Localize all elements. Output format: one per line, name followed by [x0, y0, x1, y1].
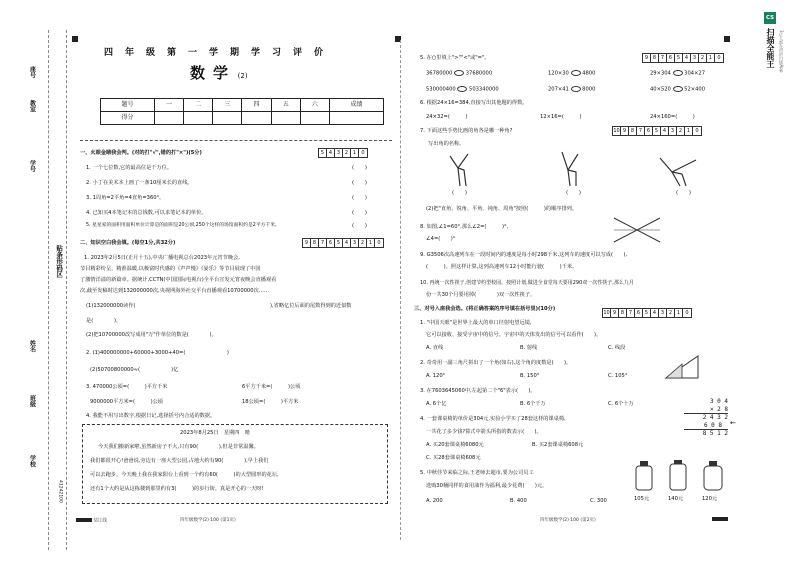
margin-label-room: 教室	[28, 100, 36, 112]
score-digit: 1	[685, 127, 693, 135]
judge-item: 5. 星星家的面积用面积单位计算是的面积是20公顷,250个这样的场馆面积约是2平方千米。	[86, 223, 280, 228]
divider	[80, 140, 392, 141]
score-digit: 5	[675, 54, 683, 62]
margin-label-id: 学号	[28, 160, 36, 172]
score-box	[302, 238, 384, 248]
score-digit: 5	[319, 149, 327, 157]
score-digit: 3	[659, 309, 667, 317]
calc-line: 2 4 3 2	[702, 414, 728, 421]
binding-line-2	[66, 30, 67, 550]
question-text: 6. 根据24×16=384,直接写出其他题的得数。	[420, 100, 528, 106]
question-text: 6平方千米=( )公顷	[242, 384, 301, 390]
score-cell: 得分	[101, 112, 155, 125]
question-text: 3. 在7603645060中,左起第二个"6"表示( )。	[420, 388, 536, 394]
score-box	[602, 308, 692, 318]
score-digit: 6	[645, 127, 653, 135]
subject-heading	[190, 64, 248, 83]
score-digit: 2	[699, 54, 707, 62]
question-text: ( )。照这样计算,这列高速列车12小时能行驶( )千米。	[426, 264, 578, 270]
score-digit: 7	[659, 54, 667, 62]
score-digit: 0	[695, 128, 699, 134]
score-cell: 四	[242, 99, 271, 112]
question-text: 9000000平方米=( )公顷	[90, 399, 163, 405]
score-digit: 6	[667, 54, 675, 62]
score-digit: 8	[651, 54, 659, 62]
option[interactable]: A. 直线	[426, 345, 444, 351]
question-text: (2)把"直角、锐角、平角、钝角、周角"按照( )的顺序排列。	[426, 206, 578, 212]
score-cell[interactable]	[271, 112, 300, 125]
score-cell: 成绩	[329, 99, 383, 112]
question-text: 12×16=( )	[540, 114, 582, 120]
judge-item: 2. 小丁在美术本上画了一条10厘米长的直线。	[86, 180, 193, 186]
option[interactable]: C. 300	[590, 498, 607, 504]
angle-diagram-icon	[612, 216, 662, 244]
question-text: 7. 下面这些手势比画的角各是哪一种角?	[420, 128, 513, 134]
answer-paren[interactable]: ( )	[352, 180, 367, 186]
answer-paren[interactable]: ( )	[566, 190, 581, 196]
question-text: 2. (1)400000000+60000+3000+40=( )	[86, 350, 229, 356]
score-digit: 3	[691, 54, 699, 62]
question-text: 9. G3506次高速列车在一段时间内的速度是每小时298千米,这列车的速度可以写成( ),	[420, 252, 628, 258]
vertical-calculation	[684, 398, 728, 438]
question-text: 选购30桶同样的食用油作为福利,最少花费( )元。	[426, 483, 548, 489]
oil-bottles-icon	[630, 458, 730, 492]
footer-label: 装订线	[93, 518, 107, 524]
question-text: 节目精彩纷呈、精准温暖,以极富时代感的《声声慢》《晏乐》等节目展现了中国	[80, 266, 261, 272]
question-text: 是( )。	[86, 318, 122, 324]
question-text: 1. 2023年2月5日(正月十五),中央广播电视总台2023年元宵节晚会,	[84, 255, 240, 261]
score-digit: 10	[603, 310, 610, 316]
score-cell[interactable]	[184, 112, 213, 125]
price-label: 140元	[668, 496, 684, 502]
subject-name: 数学	[190, 64, 237, 82]
question-text: 5. 中秋佳节来临之际,王老师去超市,要为公司员工	[420, 470, 534, 476]
score-cell[interactable]	[213, 112, 242, 125]
score-digit: 7	[627, 309, 635, 317]
question-text: 2. 奇奇用一副三角尺拼出了一个角(如右),这个角的度数是( )。	[420, 360, 572, 366]
question-text: 次,截至发稿时达到132000000次,央视网海外社交平台直播观看10700000次……	[80, 288, 270, 294]
score-digit: 5	[643, 309, 651, 317]
answer-paren[interactable]: ( )	[352, 223, 367, 229]
judge-item: 4. 已知买4本笔记本的总钱数,可以求笔记本的单价。	[86, 210, 207, 216]
footer-mark	[712, 517, 728, 521]
score-digit: 3	[669, 127, 677, 135]
score-digit: 10	[613, 128, 620, 134]
score-digit: 8	[619, 309, 627, 317]
question-text: 3. 470000公顷=( )平方千米	[86, 384, 168, 390]
compare-item: 120×30 4800	[548, 70, 596, 77]
question-text: 5. 在○里填上">""<"或"="。	[420, 55, 490, 61]
score-cell: 六	[300, 99, 329, 112]
section-1-title: 一、火眼金睛我会判。(对的打"√",错的打"×")(5分)	[80, 150, 202, 156]
page-number-1: 四年级数学(2) 100 (第1页)	[180, 518, 236, 523]
score-digit: 9	[621, 127, 629, 135]
score-digit: 6	[327, 239, 335, 247]
score-digit: 4	[661, 127, 669, 135]
question-text: 它可以接收、接受宇宙中的信号。宇宙中的天体发出的信号可以看作( )。	[426, 332, 602, 338]
footer-left	[76, 518, 107, 524]
scanner-brand: 扫描全能王	[766, 28, 775, 68]
score-digit: 2	[359, 239, 367, 247]
question-text: 份一共30个月要用掉( )双一次性筷子。	[426, 292, 536, 298]
question-text: ∠4=( )°	[426, 236, 456, 242]
score-cell[interactable]	[329, 112, 383, 125]
score-cell: 二	[184, 99, 213, 112]
compare-item: 40×520 52×400	[650, 86, 706, 93]
judge-item: 3. 1周角=2平角=4直角=360°。	[86, 195, 165, 201]
answer-paren[interactable]: ( )	[352, 195, 367, 201]
score-digit: 2	[677, 127, 685, 135]
compare-item: 36780000 37680000	[426, 70, 493, 77]
score-digit: 1	[351, 149, 359, 157]
question-text: 了激情洋溢的新篇章。据统计,CCTN(中国国际电视台)全平台宣发元宵夜晚会直播观看	[80, 277, 277, 283]
score-digit: 9	[303, 239, 311, 247]
score-cell: 三	[213, 99, 242, 112]
subject-number: (2)	[237, 72, 248, 80]
option[interactable]: A. 120°	[426, 373, 446, 379]
margin-label-seat: 座号	[28, 66, 36, 78]
score-cell[interactable]	[300, 112, 329, 125]
score-digit: 2	[667, 309, 675, 317]
answer-paren[interactable]: ( )	[352, 165, 367, 171]
score-digit: 3	[335, 149, 343, 157]
question-text: 一共花了多少钱?算式中箭头所指的数表示( )。	[426, 429, 542, 435]
diary-line: 我们都很开心!爸爸说,旁边有一座大型公园,占地大约有90( ),早上我们	[90, 458, 269, 464]
score-digit: 3	[351, 239, 359, 247]
option[interactable]: A. 6个亿	[426, 401, 447, 407]
question-text: 18公顷=( )平方米	[242, 399, 299, 405]
option[interactable]: A. 买20套课桌椅6080元	[426, 442, 484, 448]
score-table	[100, 98, 384, 125]
calc-line: × 2 8	[684, 406, 728, 415]
score-digit: 0	[685, 310, 689, 316]
score-digit: 5	[653, 127, 661, 135]
calc-line: 3 0 4	[709, 398, 728, 405]
binding-line	[48, 30, 49, 550]
score-digit: 9	[611, 309, 619, 317]
margin-label-school: 学校	[28, 455, 36, 467]
score-box	[612, 126, 702, 136]
hand-gestures-icon	[440, 148, 720, 188]
option[interactable]: B. 400	[510, 498, 527, 504]
section-2-title: 二、知识空白我会填。(每空1分,共32分)	[80, 240, 176, 246]
price-label: 105元	[634, 496, 650, 502]
diary-line: 今天我们搬新家啦,虽然新房子不大,只有90( ),但是非常温馨。	[98, 444, 259, 450]
option[interactable]: B. 6个千万	[520, 401, 546, 407]
diary-line: 还有1个大约是从这栋楼到那里约有3( )的步行街。真是开心的一天呀!	[90, 486, 264, 492]
answer-paren[interactable]: ( )	[676, 190, 691, 196]
score-digit: 8	[629, 127, 637, 135]
question-text: 10. 再统一次性筷子,创建节约型校园。按照计划,做进全食堂每天要用290双一次性筷子,那么九月	[420, 280, 634, 286]
diary-date: 2023年8月25日 星期四 晴	[180, 430, 250, 436]
question-text: 24×32=( )	[426, 114, 468, 120]
score-cell[interactable]	[242, 112, 271, 125]
option[interactable]: C. 105°	[608, 373, 628, 379]
register-mark	[724, 36, 730, 42]
score-digit: 0	[377, 240, 381, 246]
register-mark	[72, 36, 78, 42]
option[interactable]: B. 射线	[520, 345, 538, 351]
question-text: 24×160=( )	[650, 114, 695, 120]
margin-code: 41242100	[57, 480, 63, 503]
score-digit: 0	[361, 150, 365, 156]
compare-item: 207×41 8000	[548, 86, 596, 93]
score-digit: 1	[367, 239, 375, 247]
section-3-title: 三、对号入座我会选。(将正确答案的序号填在括号里)(10分)	[414, 306, 556, 312]
question-text: 8. 如图,∠1=60°,那么∠2=( )°,	[420, 224, 509, 230]
score-digit: 8	[311, 239, 319, 247]
compare-item: 29×304 304×27	[650, 70, 706, 77]
score-digit: 9	[643, 54, 651, 62]
question-text: 4. 一套课桌椅的单价是304元,实验小学买了28套这样的课桌椅,	[420, 416, 566, 422]
calc-line: 6 0 8	[684, 422, 728, 431]
score-digit: 5	[335, 239, 343, 247]
price-label: 120元	[702, 496, 718, 502]
scanner-subtitle: 3亿人都在用的扫描App	[779, 30, 784, 73]
score-digit: 0	[717, 55, 721, 61]
score-cell: 题号	[101, 99, 155, 112]
score-digit: 6	[635, 309, 643, 317]
question-text: ),省略亿位后面的尾数得到的近似数	[270, 303, 352, 309]
triangle-ruler-icon	[662, 352, 702, 382]
score-digit: 4	[327, 149, 335, 157]
question-text: 4. 我能不用写出数字,根据日记,选择括号内合适的数据。	[86, 413, 216, 419]
option[interactable]: C. 6个十万	[608, 401, 634, 407]
page-number-2: 四年级数学(2) 100 (第2页)	[540, 518, 596, 523]
arrow-icon: ←	[730, 419, 736, 427]
score-digit: 7	[319, 239, 327, 247]
margin-label-name: 姓名	[28, 340, 36, 352]
option[interactable]: B. 买2套课桌椅608元	[532, 442, 584, 448]
score-digit: 4	[683, 54, 691, 62]
question-text: 1. "中国天眼"是世界上最大的单口径射电望远镜,	[420, 320, 532, 326]
option[interactable]: B. 150°	[520, 373, 540, 379]
calc-line: 8 5 1 2	[702, 430, 728, 437]
question-text: 写出角的名称。	[428, 141, 465, 147]
compare-item: 530000400 503340000	[426, 86, 499, 93]
fold-line	[400, 40, 401, 540]
answer-paren[interactable]: ( )	[352, 210, 367, 216]
score-cell: 五	[271, 99, 300, 112]
score-digit: 1	[675, 309, 683, 317]
diary-line: 可以去跑步。今天晚上我在我家阳台上看到一个约有60( )的大型圆形的花坛,	[90, 472, 279, 478]
question-text: (2)把10700000改写成用"万"作单位的数是( )。	[86, 332, 217, 338]
score-digit: 7	[637, 127, 645, 135]
option[interactable]: C. 线段	[608, 345, 626, 351]
score-cell[interactable]	[155, 112, 184, 125]
score-box	[318, 148, 368, 158]
score-digit: 1	[707, 54, 715, 62]
judge-item: 1. 一个七位数,它的最高位是千万位。	[86, 165, 173, 171]
score-cell: 一	[155, 99, 184, 112]
score-digit: 4	[343, 239, 351, 247]
score-box	[642, 53, 724, 63]
answer-paren[interactable]: ( )	[452, 190, 467, 196]
score-digit: 4	[651, 309, 659, 317]
margin-label-class: 班级	[28, 395, 36, 407]
score-digit: 2	[343, 149, 351, 157]
option[interactable]: C. 买28套课桌椅608元	[426, 455, 481, 461]
barcode-region-label: 贴条形码区	[55, 245, 64, 278]
question-text: (2)50700800000≈( )亿	[90, 367, 179, 373]
exam-title: 四年级第一学期学习评价	[104, 48, 336, 58]
option[interactable]: A. 200	[426, 498, 443, 504]
scanner-badge: CS	[764, 12, 776, 24]
question-text: (1)132000000读作(	[86, 303, 136, 309]
